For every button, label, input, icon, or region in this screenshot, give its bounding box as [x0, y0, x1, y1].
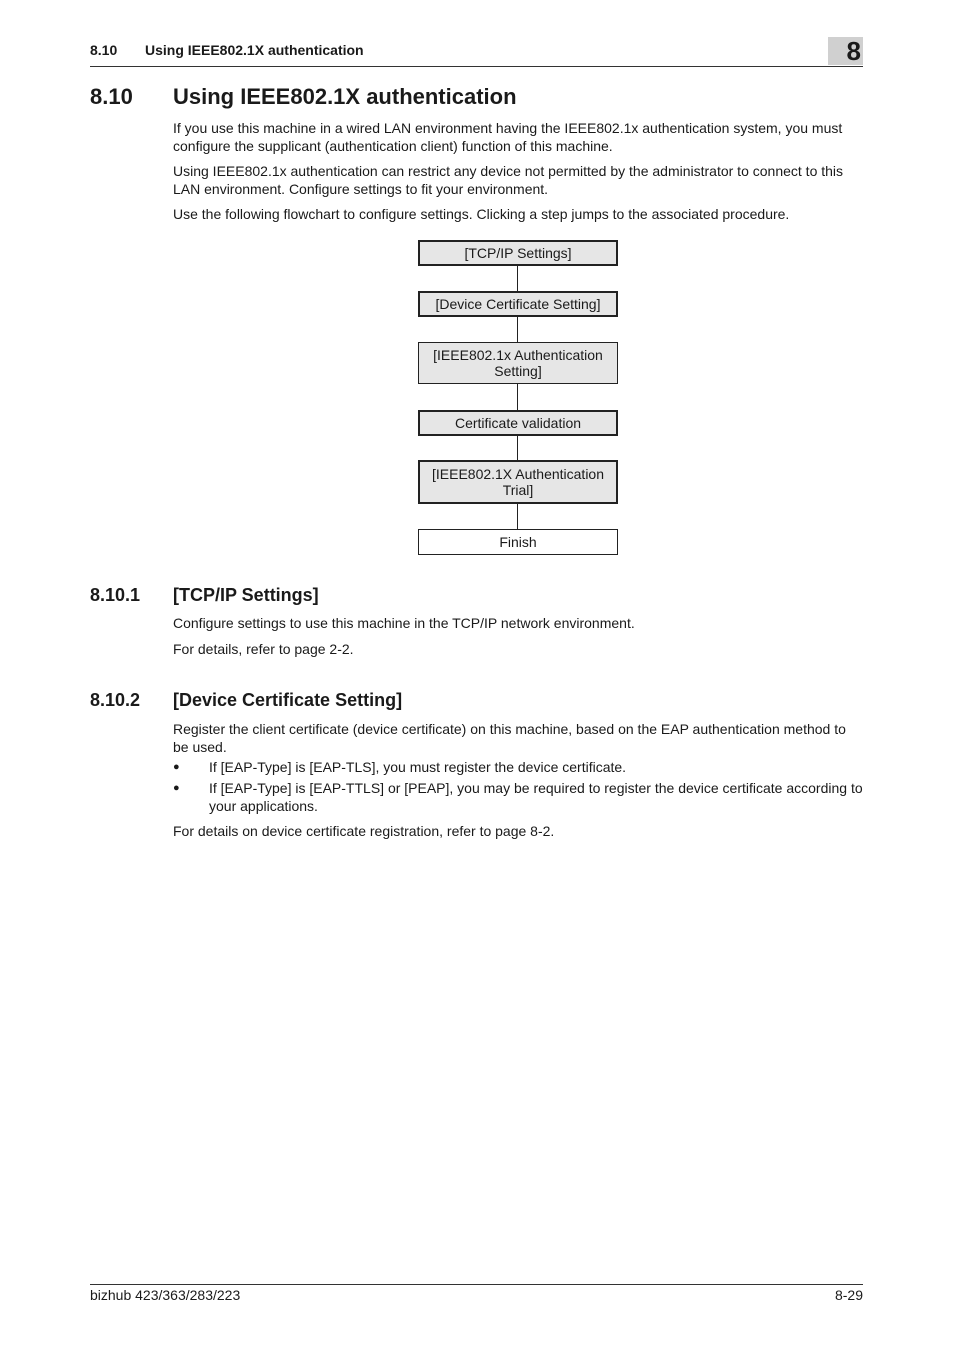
flow-connector	[517, 436, 518, 460]
bullet-icon: ●	[173, 761, 180, 773]
subsection-2-intro: Register the client certificate (device certificate) on this machine, based on the EAP authentication method to be used.	[173, 721, 846, 755]
subsection-1-heading	[90, 585, 319, 606]
header-section-title: Using IEEE802.1X authentication	[145, 42, 364, 58]
footer-page-number: 8-29	[834, 1287, 863, 1303]
subsection-1-number: 8.10.1	[90, 585, 141, 605]
bullet-icon: ●	[173, 782, 180, 794]
subsection-2-outro: For details on device certificate registration, refer to page 8-2.	[173, 823, 555, 839]
section-heading	[90, 84, 517, 110]
flow-step-finish: Finish	[418, 529, 618, 555]
section-title: Using IEEE802.1X authentication	[173, 84, 517, 109]
flow-connector	[517, 266, 518, 291]
subsection-2-heading	[90, 690, 403, 711]
bullet-text: If [EAP-Type] is [EAP-TLS], you must register the device certificate.	[209, 759, 627, 775]
intro-paragraph-1: If you use this machine in a wired LAN environment having the IEEE802.1x authentication system, you must configure the supplicant (authentication client) function of this machine.	[173, 120, 843, 154]
flow-connector	[517, 504, 518, 529]
page-footer	[90, 1284, 863, 1303]
flow-connector	[517, 384, 518, 410]
flow-step-ieee-setting[interactable]: [IEEE802.1x Authentication Setting]	[418, 342, 618, 384]
subsection-1-paragraph-2: For details, refer to page 2-2.	[173, 641, 354, 657]
subsection-1-paragraph-1: Configure settings to use this machine in the TCP/IP network environment.	[173, 615, 635, 631]
subsection-2-number: 8.10.2	[90, 690, 141, 710]
flow-step-tcpip[interactable]: [TCP/IP Settings]	[418, 240, 618, 266]
flow-step-ieee-trial[interactable]: [IEEE802.1X Authentication Trial]	[418, 460, 618, 504]
flow-connector	[517, 317, 518, 342]
subsection-1-title: [TCP/IP Settings]	[173, 585, 319, 605]
running-header	[90, 36, 863, 67]
chapter-tab: 8	[828, 37, 863, 65]
footer-product: bizhub 423/363/283/223	[90, 1287, 241, 1303]
section-number: 8.10	[90, 84, 133, 109]
intro-paragraph-3: Use the following flowchart to configure settings. Clicking a step jumps to the associated procedure.	[173, 206, 790, 222]
bullet-text: If [EAP-Type] is [EAP-TTLS] or [PEAP], you may be required to register the device certificate according to your applications.	[209, 780, 863, 814]
intro-paragraph-2: Using IEEE802.1x authentication can restrict any device not permitted by the administrator to connect to this LAN environment. Configure settings to fit your environment.	[173, 163, 844, 197]
subsection-2-title: [Device Certificate Setting]	[173, 690, 403, 710]
flow-step-device-certificate[interactable]: [Device Certificate Setting]	[418, 291, 618, 317]
header-section-number: 8.10	[90, 42, 118, 58]
flow-step-certificate-validation[interactable]: Certificate validation	[418, 410, 618, 436]
